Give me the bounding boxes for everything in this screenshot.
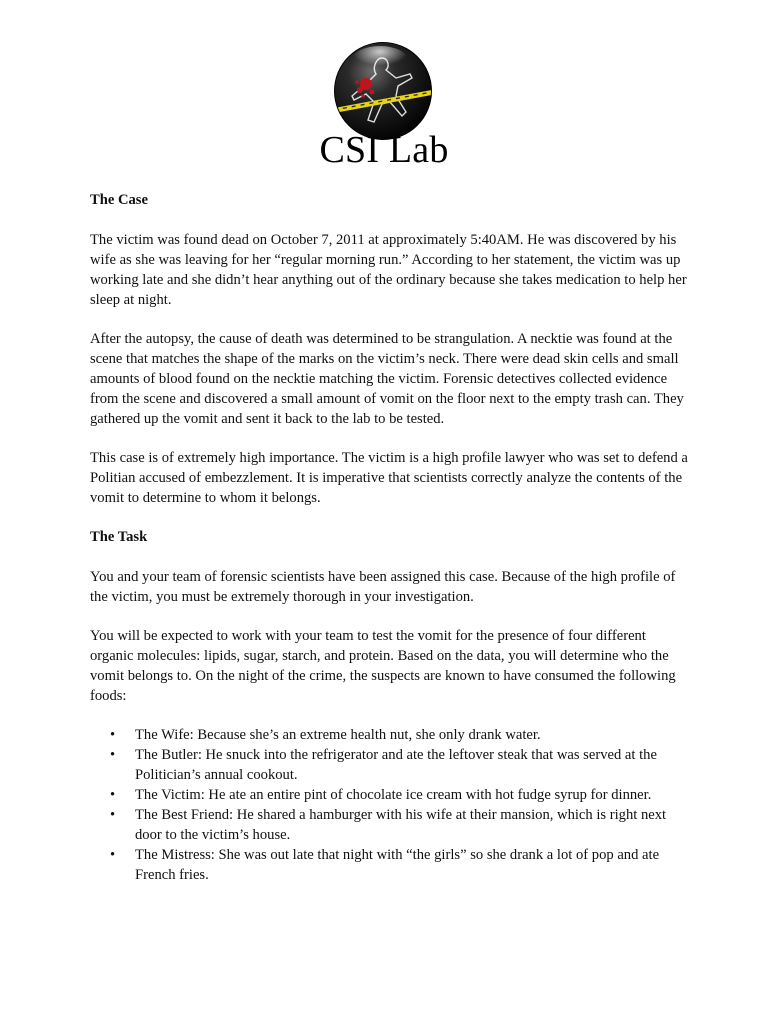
list-item — [110, 745, 690, 785]
list-item — [110, 805, 690, 845]
suspect-best-friend: The Best Friend: He shared a hamburger with his wife at their mansion, which is right next door to the victim’s house. — [135, 807, 667, 843]
bullet-icon: • — [110, 847, 116, 863]
list-item — [110, 725, 690, 745]
list-item — [110, 785, 690, 805]
bullet-icon: • — [110, 747, 116, 763]
suspect-butler: The Butler: He snuck into the refrigerator and ate the leftover steak that was served at the Politician’s annual cookout. — [135, 747, 657, 783]
bullet-icon: • — [110, 807, 116, 823]
suspect-mistress: The Mistress: She was out late that night with “the girls” so she drank a lot of pop and ate French fries. — [135, 847, 660, 883]
suspect-victim: The Victim: He ate an entire pint of chocolate ice cream with hot fudge syrup for dinner. — [135, 787, 652, 803]
case-paragraph-2: After the autopsy, the cause of death was determined to be strangulation. A necktie was found at the scene that matches the shape of the marks on the victim’s neck. There were dead skin cells and small amounts of blood found on the necktie matching the victim. Forensic detectives collected evidence from the scene and discovered a small amount of vomit on the floor next to the empty trash can. They gathered up the vomit and sent it back to the lab to be tested. — [90, 331, 684, 427]
bullet-icon: • — [110, 787, 116, 803]
suspect-list — [90, 725, 690, 885]
task-paragraph-1: You and your team of forensic scientists have been assigned this case. Because of the high profile of the victim, you must be extremely thorough in your investigation. — [90, 569, 676, 605]
bullet-icon: • — [110, 727, 116, 743]
section-heading-case: The Case — [90, 192, 148, 208]
section-heading-task: The Task — [90, 529, 148, 545]
case-paragraph-1: The victim was found dead on October 7, 2011 at approximately 5:40AM. He was discovered by his wife as she was leaving for her “regular morning run.” According to her statement, the victim was up working late and she didn’t hear anything out of the ordinary because she takes medication to help her sleep at night. — [90, 232, 687, 308]
suspect-wife: The Wife: Because she’s an extreme health nut, she only drank water. — [135, 727, 541, 743]
task-paragraph-2: You will be expected to work with your team to test the vomit for the presence of four different organic molecules: lipids, sugar, starch, and protein. Based on the data, you will determine who the vomit belongs to. On the night of the crime, the suspects are known to have consumed the following foods: — [90, 628, 676, 704]
logo-title: CSI Lab — [319, 129, 449, 171]
list-item — [110, 845, 690, 885]
case-paragraph-3: This case is of extremely high importance. The victim is a high profile lawyer who was set to defend a Politian accused of embezzlement. It is imperative that scientists correctly analyze the contents of the vomit to determine to whom it belongs. — [90, 450, 688, 506]
document-body — [90, 190, 690, 885]
